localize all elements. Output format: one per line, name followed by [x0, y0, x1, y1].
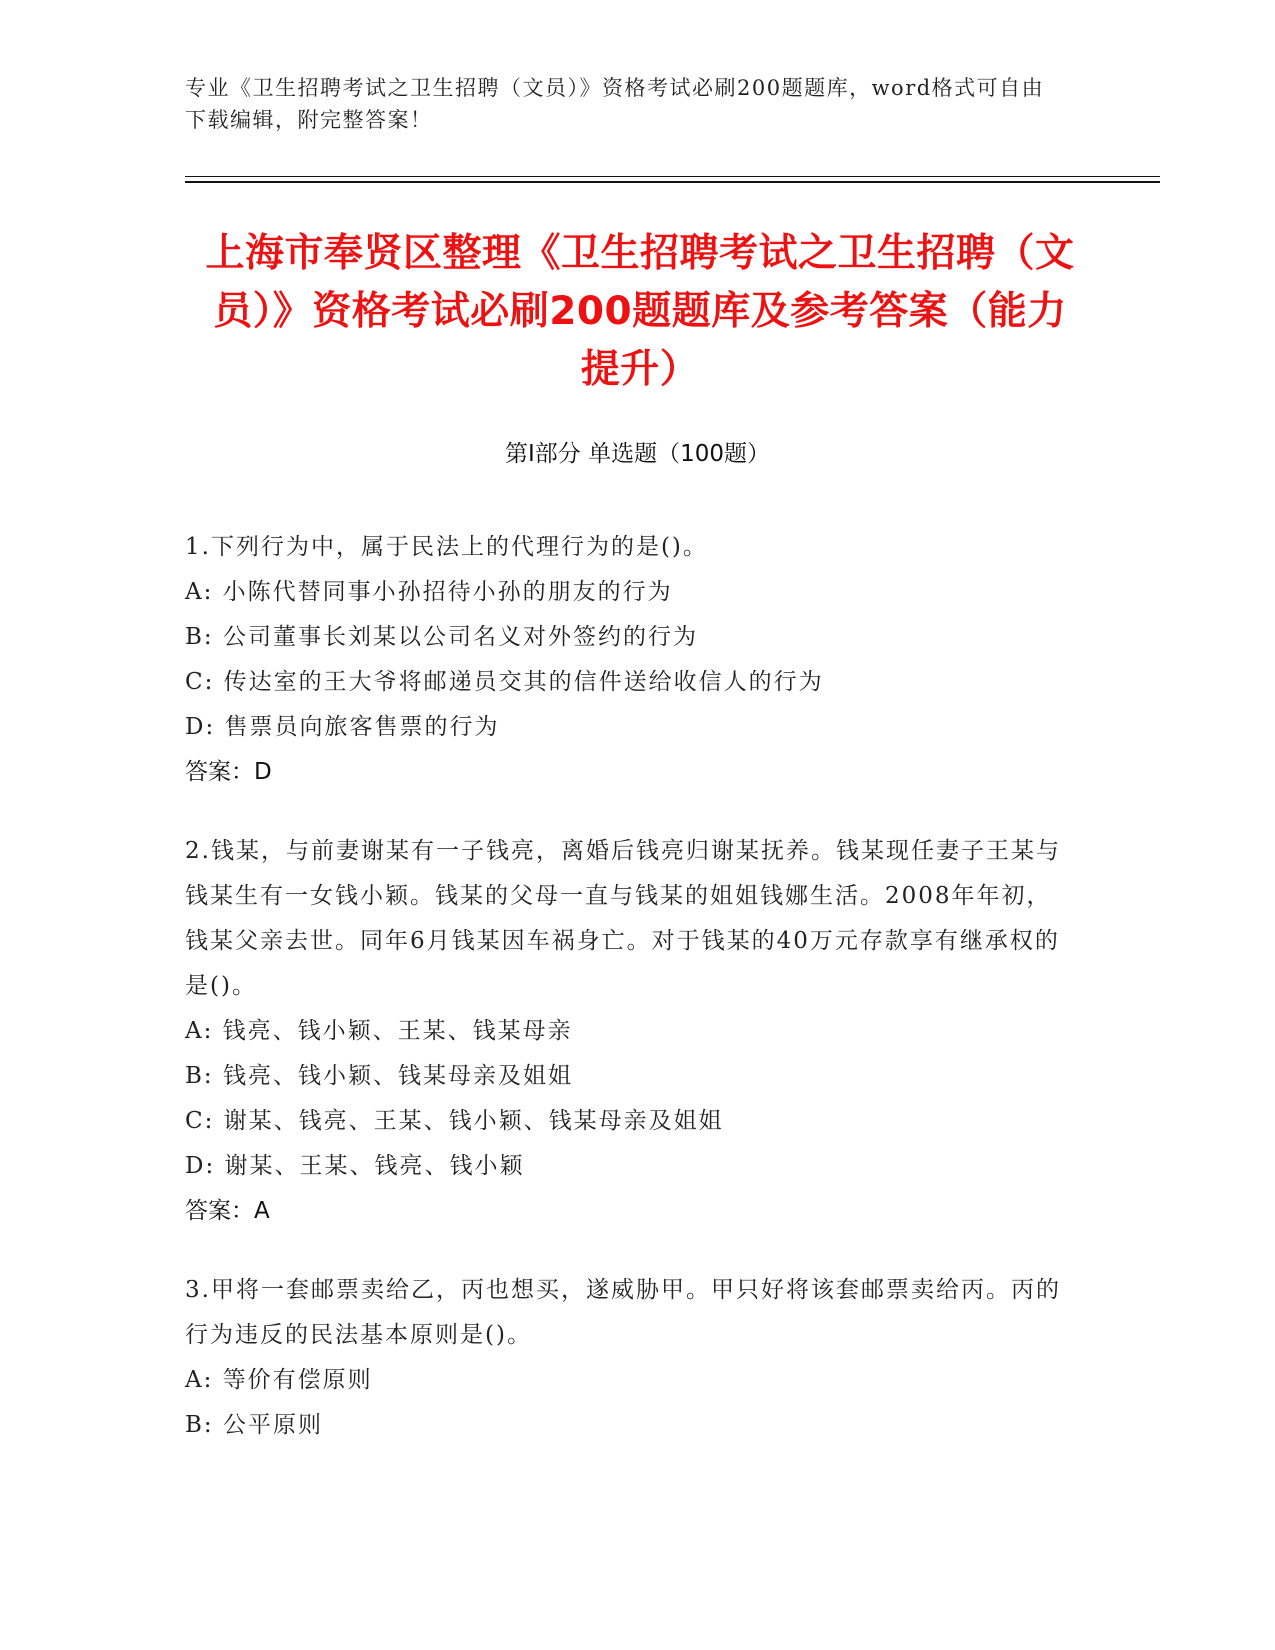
question-item	[185, 525, 1065, 795]
option-a: A: 小陈代替同事小孙招待小孙的朋友的行为	[185, 579, 673, 605]
option-d: D: 谢某、王某、钱亮、钱小颖	[185, 1153, 525, 1179]
header-note: 专业《卫生招聘考试之卫生招聘（文员）》资格考试必刷200题题库，word格式可自由下载编辑，附完整答案！	[185, 76, 1045, 132]
question-item	[185, 1268, 1065, 1448]
option-c: C: 传达室的王大爷将邮递员交其的信件送给收信人的行为	[185, 669, 824, 695]
question-list	[185, 525, 1065, 1482]
question-item	[185, 829, 1065, 1234]
question-stem: 3.甲将一套邮票卖给乙，丙也想买，遂威胁甲。甲只好将该套邮票卖给丙。丙的行为违反的民法基本原则是()。	[185, 1277, 1061, 1348]
option-b: B: 公司董事长刘某以公司名义对外签约的行为	[185, 624, 698, 650]
header-divider-thin	[185, 176, 1160, 177]
answer-line: 答案：D	[185, 759, 272, 785]
header-divider-thick	[185, 181, 1160, 183]
option-d: D: 售票员向旅客售票的行为	[185, 714, 500, 740]
option-c: C: 谢某、钱亮、王某、钱小颖、钱某母亲及姐姐	[185, 1108, 724, 1134]
section-heading: 第Ⅰ部分 单选题（100题）	[505, 441, 770, 467]
question-stem: 1.下列行为中，属于民法上的代理行为的是()。	[185, 534, 708, 560]
answer-line: 答案：A	[185, 1198, 270, 1224]
option-a: A: 钱亮、钱小颖、王某、钱某母亲	[185, 1018, 573, 1044]
document-title: 上海市奉贤区整理《卫生招聘考试之卫生招聘（文员）》资格考试必刷200题题库及参考答案（能力提升）	[205, 231, 1075, 392]
option-b: B: 钱亮、钱小颖、钱某母亲及姐姐	[185, 1063, 573, 1089]
option-b: B: 公平原则	[185, 1412, 323, 1438]
option-a: A: 等价有偿原则	[185, 1367, 373, 1393]
question-stem: 2.钱某，与前妻谢某有一子钱亮，离婚后钱亮归谢某抚养。钱某现任妻子王某与钱某生有一女钱小颖。钱某的父母一直与钱某的姐姐钱娜生活。2008年年初，钱某父亲去世。同年6月钱某因车祸身亡。对于钱某的40万元存款享有继承权的是()。	[185, 838, 1061, 999]
